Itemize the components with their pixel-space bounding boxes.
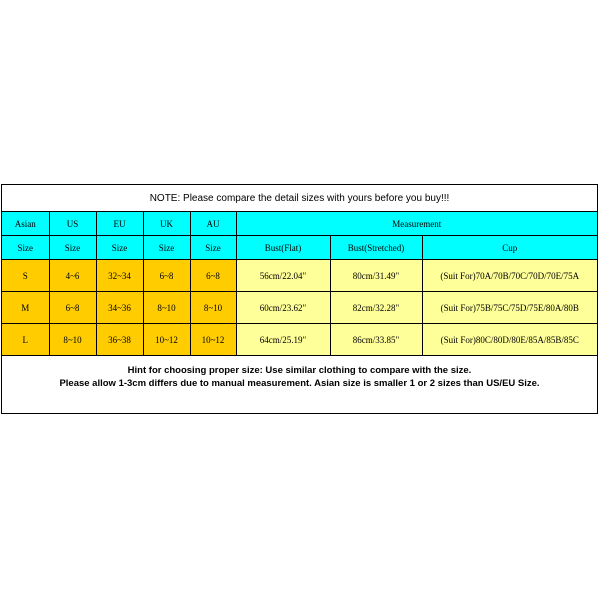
cell-eu: 36~38 bbox=[96, 324, 143, 356]
cell-bust-stretched: 86cm/33.85" bbox=[330, 324, 422, 356]
cell-bust-flat: 60cm/23.62" bbox=[236, 292, 330, 324]
header-us-size: Size bbox=[49, 236, 96, 260]
header-asian: Asian bbox=[2, 212, 49, 236]
cell-uk: 6~8 bbox=[143, 260, 190, 292]
header-row-labels bbox=[2, 212, 597, 236]
cell-au: 10~12 bbox=[190, 324, 236, 356]
header-measurement: Measurement bbox=[236, 212, 597, 236]
hint-block bbox=[2, 356, 597, 390]
cell-asian: M bbox=[2, 292, 49, 324]
cell-cup: (Suit For)70A/70B/70C/70D/70E/75A bbox=[422, 260, 597, 292]
cell-uk: 8~10 bbox=[143, 292, 190, 324]
header-us: US bbox=[49, 212, 96, 236]
size-chart bbox=[1, 184, 598, 414]
cell-cup: (Suit For)80C/80D/80E/85A/85B/85C bbox=[422, 324, 597, 356]
table-row bbox=[2, 260, 597, 292]
header-eu: EU bbox=[96, 212, 143, 236]
cell-bust-flat: 64cm/25.19" bbox=[236, 324, 330, 356]
cell-us: 6~8 bbox=[49, 292, 96, 324]
header-eu-size: Size bbox=[96, 236, 143, 260]
cell-uk: 10~12 bbox=[143, 324, 190, 356]
header-au-size: Size bbox=[190, 236, 236, 260]
cell-asian: S bbox=[2, 260, 49, 292]
header-uk-size: Size bbox=[143, 236, 190, 260]
header-uk: UK bbox=[143, 212, 190, 236]
cell-bust-stretched: 82cm/32.28" bbox=[330, 292, 422, 324]
cell-eu: 32~34 bbox=[96, 260, 143, 292]
header-bust-flat: Bust(Flat) bbox=[236, 236, 330, 260]
header-row-sizes bbox=[2, 236, 597, 260]
hint-line-2: Please allow 1-3cm differs due to manual measurement. Asian size is smaller 1 or 2 sizes than US/EU Size. bbox=[59, 378, 540, 389]
header-cup: Cup bbox=[422, 236, 597, 260]
header-bust-stretched: Bust(Stretched) bbox=[330, 236, 422, 260]
size-table bbox=[2, 212, 597, 356]
cell-au: 8~10 bbox=[190, 292, 236, 324]
cell-bust-flat: 56cm/22.04" bbox=[236, 260, 330, 292]
cell-au: 6~8 bbox=[190, 260, 236, 292]
cell-eu: 34~36 bbox=[96, 292, 143, 324]
cell-us: 8~10 bbox=[49, 324, 96, 356]
table-row bbox=[2, 324, 597, 356]
cell-asian: L bbox=[2, 324, 49, 356]
header-asian-size: Size bbox=[2, 236, 49, 260]
hint-line-1: Hint for choosing proper size: Use similar clothing to compare with the size. bbox=[127, 365, 472, 376]
header-au: AU bbox=[190, 212, 236, 236]
cell-us: 4~6 bbox=[49, 260, 96, 292]
table-row bbox=[2, 292, 597, 324]
cell-bust-stretched: 80cm/31.49" bbox=[330, 260, 422, 292]
note-banner: NOTE: Please compare the detail sizes with yours before you buy!!! bbox=[2, 185, 597, 212]
cell-cup: (Suit For)75B/75C/75D/75E/80A/80B bbox=[422, 292, 597, 324]
